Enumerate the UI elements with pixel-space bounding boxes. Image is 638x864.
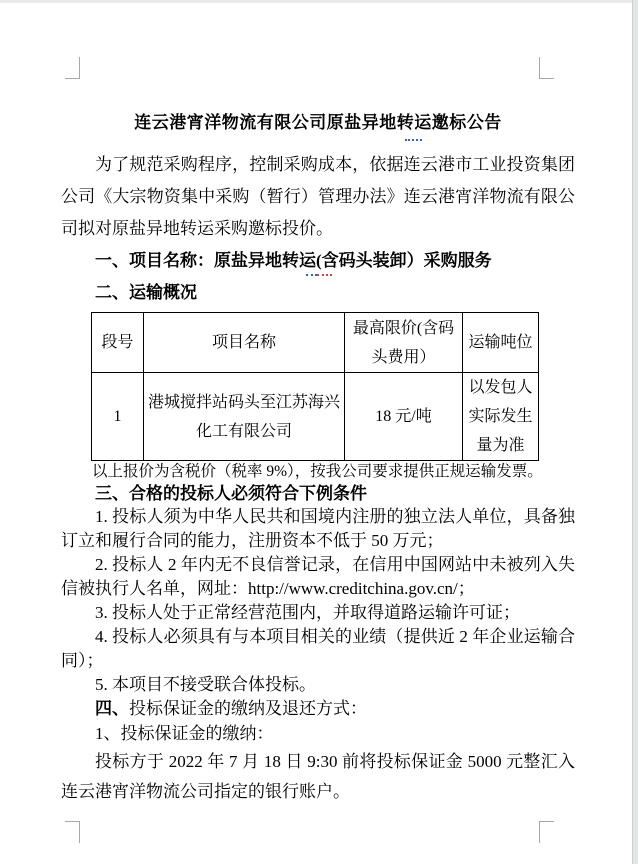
condition-item-1: 1. 投标人须为中华人民共和国境内注册的独立法人单位，具备独订立和履行合同的能力，注册资本不低于 50 万元； xyxy=(61,507,575,550)
section4-heading-text: 投标保证金的缴纳及退还方式： xyxy=(129,699,367,718)
section2-heading: 二、运输概况 xyxy=(95,283,197,302)
document-title: 连云港宵洋物流有限公司原盐异地转运邀标公告 xyxy=(134,113,502,132)
condition-item-4: 4. 投标人必须具有与本项目相关的业绩（提供近 2 年企业运输合同）； xyxy=(61,627,575,670)
subsection-heading: 1、投标保证金的缴纳： xyxy=(95,724,274,743)
intro-paragraph: 为了规范采购程序，控制采购成本，依据连云港市工业投资集团公司《大宗物资集中采购（暂行）管理办法》连云港宵洋物流有限公司拟对原盐异地转运采购邀标投价。 xyxy=(61,155,575,238)
table-row xyxy=(92,373,539,461)
spellcheck-squiggle-blue xyxy=(306,272,317,276)
tax-note: 以上报价为含税价（税率 9%），按我公司要求提供正规运输发票。 xyxy=(92,463,543,480)
condition-item-5: 5. 本项目不接受联合体投标。 xyxy=(95,675,316,694)
margin-mark-bottom-right xyxy=(539,821,554,843)
spellcheck-squiggle-red xyxy=(317,272,332,276)
condition-item-2: 2. 投标人 2 年内无不良信誉记录，在信用中国网站中未被列入失信被执行人名单，网址：http://www.creditchina.gov.cn/； xyxy=(61,555,575,598)
table-header-row xyxy=(92,313,539,373)
window-edge-right xyxy=(632,0,638,864)
transport-table xyxy=(91,312,539,461)
document-body xyxy=(61,0,575,807)
condition-item-3: 3. 投标人处于正常经营范围内，并取得道路运输许可证； xyxy=(95,603,520,622)
header-cell-project: 项目名称 xyxy=(144,313,345,373)
section4-heading xyxy=(61,697,575,721)
header-cell-tonnage: 运输吨位 xyxy=(463,313,539,373)
spellcheck-squiggle-title xyxy=(405,137,422,141)
section4-heading-number: 四、 xyxy=(95,699,129,718)
section3-heading: 三、合格的投标人必须符合下例条件 xyxy=(95,484,367,503)
section1-heading: 一、项目名称：原盐异地转运(含码头装卸）采购服务 xyxy=(95,251,492,270)
header-cell-price: 最高限价(含码头费用） xyxy=(345,313,463,373)
closing-paragraph: 投标方于 2022 年 7 月 18 日 9:30 前将投标保证金 5000 元整汇入连云港宵洋物流公司指定的银行账户。 xyxy=(61,752,575,801)
margin-mark-bottom-left xyxy=(65,821,80,843)
cell-segment: 1 xyxy=(92,373,144,461)
cell-project: 港城搅拌站码头至江苏海兴化工有限公司 xyxy=(144,373,345,461)
cell-tonnage: 以发包人实际发生量为准 xyxy=(463,373,539,461)
header-cell-segment: 段号 xyxy=(92,313,144,373)
cell-price: 18 元/吨 xyxy=(345,373,463,461)
